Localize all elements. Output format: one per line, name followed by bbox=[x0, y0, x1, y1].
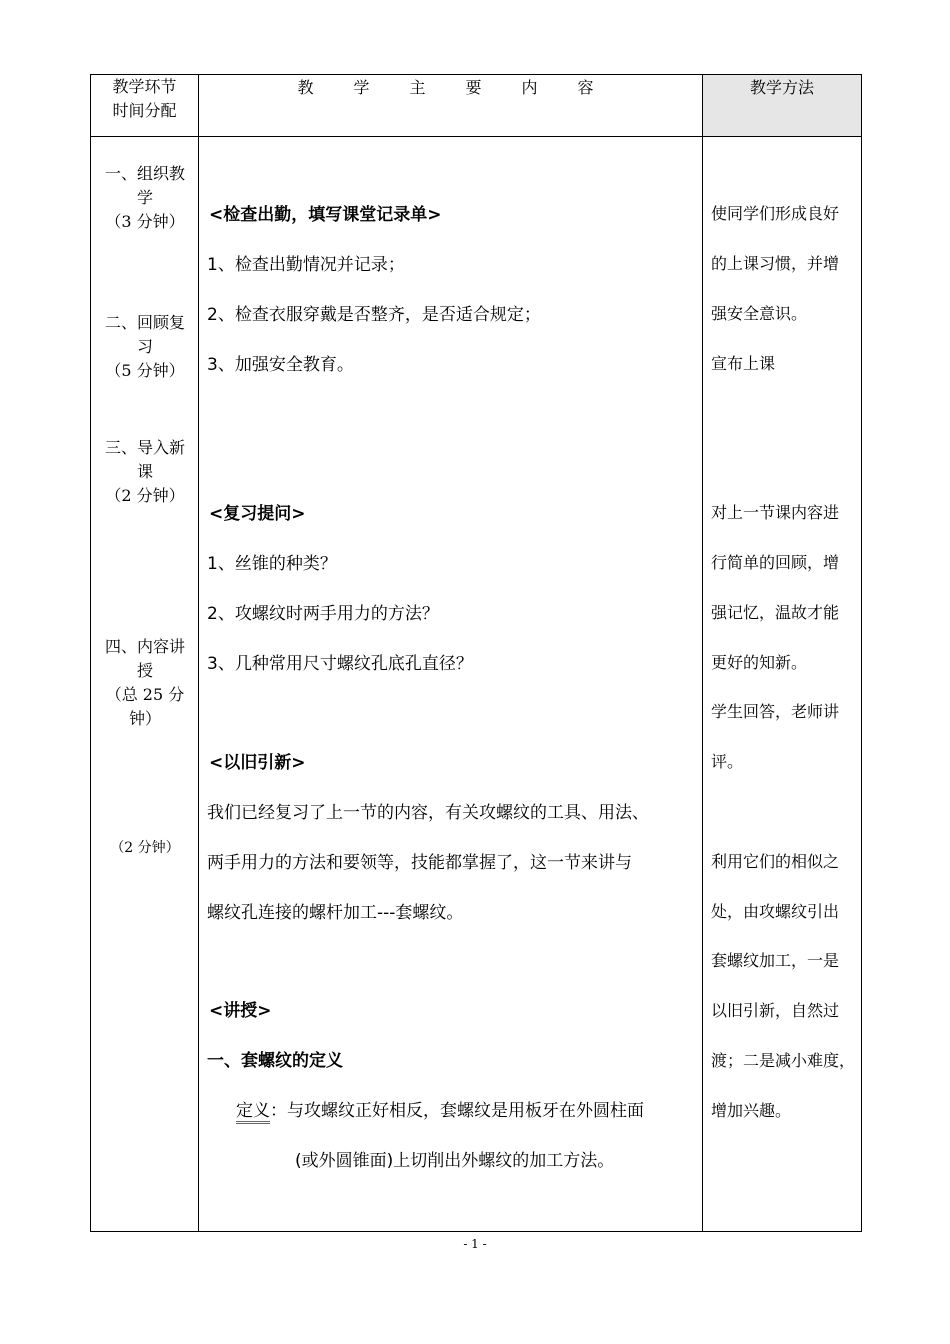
stage-1-line2: 学 bbox=[136, 188, 153, 207]
stage-4-time-line1: （总 25 分 bbox=[105, 685, 185, 704]
method-line: 套螺纹加工，一是 bbox=[711, 951, 840, 970]
content-item: 1、丝锥的种类？ bbox=[207, 554, 337, 574]
content-item: 3、加强安全教育。 bbox=[207, 355, 354, 375]
stage-5-time: （2 分钟） bbox=[110, 840, 180, 856]
method-line: 增加兴趣。 bbox=[711, 1101, 792, 1120]
stage-3-line1: 三、导入新 bbox=[104, 438, 185, 457]
content-line: 螺纹孔连接的螺杆加工---套螺纹。 bbox=[207, 903, 464, 923]
method-line: 学生回答，老师讲 bbox=[711, 702, 840, 721]
method-line: 渡；二是减小难度， bbox=[711, 1051, 856, 1070]
lesson-plan-table bbox=[90, 74, 862, 1232]
stage-1-time: （3 分钟） bbox=[105, 212, 185, 231]
stage-2-time: （5 分钟） bbox=[105, 361, 185, 380]
stage-3 bbox=[91, 436, 199, 508]
stage-4 bbox=[91, 635, 199, 731]
header-main-content: 教学主要内容 bbox=[199, 75, 703, 137]
stage-4-line2: 授 bbox=[136, 661, 153, 680]
method-line: 处，由攻螺纹引出 bbox=[711, 902, 840, 921]
method-line: 以旧引新，自然过 bbox=[711, 1001, 840, 1020]
method-line: 利用它们的相似之 bbox=[711, 852, 840, 871]
content-item: 2、检查衣服穿戴是否整齐，是否适合规定； bbox=[207, 305, 541, 325]
header-stage-time bbox=[91, 75, 199, 137]
page-number: - 1 - bbox=[463, 1237, 487, 1251]
method-line: 强安全意识。 bbox=[711, 304, 808, 323]
subheading-definition: 一、套螺纹的定义 bbox=[207, 1051, 343, 1071]
definition-label: 定义 bbox=[236, 1101, 270, 1124]
method-line: 行简单的回顾，增 bbox=[711, 553, 840, 572]
stage-1 bbox=[91, 162, 199, 234]
content-line: 我们已经复习了上一节的内容，有关攻螺纹的工具、用法、 bbox=[207, 803, 649, 823]
definition-line bbox=[236, 1096, 644, 1121]
definition-continuation: (或外圆锥面)上切削出外螺纹的加工方法。 bbox=[295, 1151, 615, 1171]
content-line: 两手用力的方法和要领等，技能都掌握了，这一节来讲与 bbox=[207, 853, 632, 873]
stage-2 bbox=[91, 311, 199, 383]
header-stage-line2: 时间分配 bbox=[112, 101, 177, 120]
content-item: 1、检查出勤情况并记录； bbox=[207, 255, 405, 275]
method-column bbox=[703, 137, 862, 1232]
header-method: 教学方法 bbox=[703, 75, 862, 137]
body-row bbox=[91, 137, 862, 1232]
stage-4-time-line2: 钟） bbox=[128, 709, 161, 728]
method-line: 评。 bbox=[711, 752, 744, 771]
stage-3-time: （2 分钟） bbox=[105, 486, 185, 505]
section-heading-lecture: <讲授> bbox=[209, 1001, 272, 1021]
stage-2-line1: 二、回顾复 bbox=[104, 313, 185, 332]
section-heading-intro: <以旧引新> bbox=[209, 753, 306, 773]
stage-1-line1: 一、组织教 bbox=[104, 164, 185, 183]
method-line: 更好的知新。 bbox=[711, 653, 808, 672]
section-heading-review: <复习提问> bbox=[209, 504, 306, 524]
content-item: 2、攻螺纹时两手用力的方法？ bbox=[207, 604, 439, 624]
method-line: 的上课习惯，并增 bbox=[711, 254, 840, 273]
content-item: 3、几种常用尺寸螺纹孔底孔直径？ bbox=[207, 654, 473, 674]
stage-3-line2: 课 bbox=[136, 462, 153, 481]
method-line: 对上一节课内容进 bbox=[711, 503, 840, 522]
header-row bbox=[91, 75, 862, 137]
method-line: 宣布上课 bbox=[711, 354, 776, 373]
content-column bbox=[199, 137, 703, 1232]
stage-4-line1: 四、内容讲 bbox=[104, 637, 185, 656]
stage-2-line2: 习 bbox=[136, 337, 153, 356]
stage-column bbox=[91, 137, 199, 1232]
header-stage-line1: 教学环节 bbox=[112, 77, 177, 96]
method-line: 强记忆，温故才能 bbox=[711, 603, 840, 622]
definition-text: ：与攻螺纹正好相反，套螺纹是用板牙在外圆柱面 bbox=[270, 1101, 644, 1121]
section-heading-attendance: <检查出勤，填写课堂记录单> bbox=[209, 205, 442, 225]
method-line: 使同学们形成良好 bbox=[711, 204, 840, 223]
